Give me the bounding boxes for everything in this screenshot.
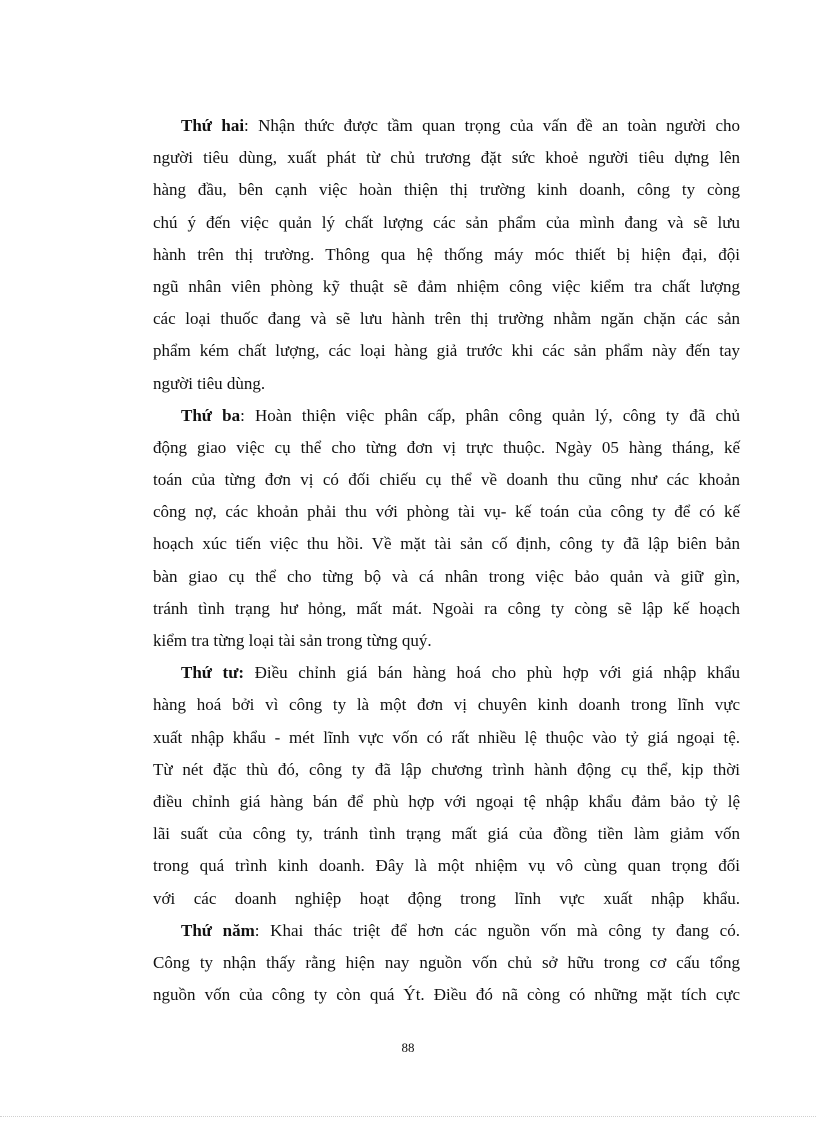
paragraph-lead: Thứ ba [181,405,241,425]
paragraph-thu-tu [153,657,740,915]
text-line: các loại thuốc đang và sẽ lưu hành trên thị trường nhằm ngăn chặn các sản [153,309,740,329]
text-line: nguồn vốn của công ty còn quá Ýt. Điều đó nã còng có những mặt tích cực [153,985,740,1005]
text-line: bàn giao cụ thể cho từng bộ và cá nhân trong việc bảo quản và giữ gìn, [153,566,740,586]
text-line: hàng đầu, bên cạnh việc hoàn thiện thị trường kinh doanh, công ty còng [153,180,740,200]
text-line: điều chỉnh giá hàng bán để phù hợp với ngoại tệ nhập khẩu đảm bảo tỷ lệ [153,791,740,811]
text-line: toán của từng đơn vị có đối chiếu cụ thể về doanh thu cũng như các khoản [153,470,740,490]
page-bottom-divider [0,1116,816,1117]
body-text [153,110,740,1011]
text-line: xuất nhập khẩu - mét lĩnh vực vốn có rất nhiều lệ thuộc vào tỷ giá ngoại tệ. [153,727,740,747]
line-text: : Khai thác triệt để hơn các nguồn vốn mà công ty đang có. [254,920,740,940]
text-line: Công ty nhận thấy rằng hiện nay nguồn vốn chủ sở hữu trong cơ cấu tổng [153,952,740,972]
text-line: hành trên thị trường. Thông qua hệ thống máy móc thiết bị hiện đại, đội [153,244,740,264]
text-line: ngũ nhân viên phòng kỹ thuật sẽ đảm nhiệm công việc kiểm tra chất lượng [153,276,740,296]
paragraph-thu-nam [153,915,740,1012]
text-line [153,657,740,689]
text-line: với các doanh nghiệp hoạt động trong lĩnh vực xuất nhập khẩu. [153,888,740,908]
text-line: Từ nét đặc thù đó, công ty đã lập chương trình hành động cụ thể, kịp thời [153,759,740,779]
text-line: người tiêu dùng. [153,373,266,393]
text-line: phẩm kém chất lượng, các loại hàng giả trước khi các sản phẩm này đến tay [153,341,740,361]
paragraph-thu-ba [153,400,740,658]
page-number: 88 [401,1040,415,1055]
line-text: : Nhận thức được tầm quan trọng của vấn đề an toàn người cho [244,116,740,135]
text-line: kiểm tra từng loại tài sản trong từng quý. [153,631,432,650]
text-line: động giao việc cụ thể cho từng đơn vị trực thuộc. Ngày 05 hàng tháng, kế [153,437,740,457]
paragraph-thu-hai [153,110,740,400]
paragraph-lead: Thứ tư: [181,663,245,683]
text-line: trong quá trình kinh doanh. Đây là một nhiệm vụ vô cùng quan trọng đối [153,856,740,876]
text-line: công nợ, các khoản phải thu với phòng tài vụ- kế toán của công ty để có kế [153,502,740,522]
text-line: hoạch xúc tiến việc thu hồi. Về mặt tài sản cố định, công ty đã lập biên bản [153,534,740,554]
text-line: lãi suất của công ty, tránh tình trạng mất giá của đồng tiền làm giảm vốn [153,824,740,844]
text-line: hàng hoá bởi vì công ty là một đơn vị chuyên kinh doanh trong lĩnh vực [153,695,740,715]
text-line: chú ý đến việc quản lý chất lượng các sản phẩm của mình đang và sẽ lưu [153,212,740,232]
line-text: : Hoàn thiện việc phân cấp, phân công quản lý, công ty đã chủ [240,405,740,425]
text-line [153,110,740,142]
text-line [153,915,740,947]
paragraph-lead: Thứ hai [181,116,245,135]
text-line: tránh tình trạng hư hỏng, mất mát. Ngoài ra công ty còng sẽ lập kế hoạch [153,598,740,618]
paragraph-lead: Thứ năm [181,920,255,940]
text-line: người tiêu dùng, xuất phát từ chủ trương đặt sức khoẻ người tiêu dựng lên [153,148,740,168]
line-text: Điều chỉnh giá bán hàng hoá cho phù hợp với giá nhập khẩu [244,663,740,683]
text-line [153,400,740,432]
